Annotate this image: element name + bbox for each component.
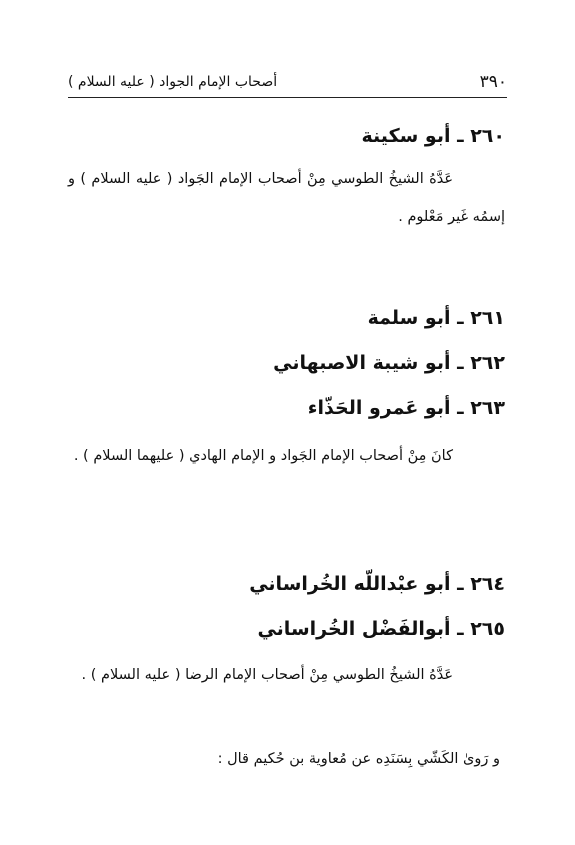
page-number: ٣٩٠	[479, 72, 507, 92]
entry-heading-262: ٢٦٢ ـ أبو شيبة الاصبهاني	[273, 352, 505, 374]
entry-heading-265: ٢٦٥ ـ أبوالفَضْل الخُراساني	[257, 618, 505, 640]
page-header	[68, 68, 507, 98]
entry-text-263: كانَ مِنْ أصحاب الإمام الجَواد و الإمام الهادي ( عليهما السلام ) .	[73, 448, 453, 464]
entry-text-265: عَدَّهُ الشيخُ الطوسي مِنْ أصحاب الإمام الرضا ( عليه السلام ) .	[81, 667, 453, 683]
closing-line: و رَوىٰ الكَشّي بِسَنَدِه عن مُعاوية بن حُكيم قال :	[217, 751, 500, 767]
entry-heading-264: ٢٦٤ ـ أبو عبْداللّه الخُراساني	[249, 573, 505, 595]
entry-text-260: عَدَّهُ الشيخُ الطوسي مِنْ أصحاب الإمام الجَواد ( عليه السلام ) و إسمُه غَير مَعْلوم .	[68, 171, 505, 225]
entry-heading-263: ٢٦٣ ـ أبو عَمرو الحَذّاء	[307, 397, 505, 419]
entry-heading-261: ٢٦١ ـ أبو سلمة	[367, 307, 505, 329]
running-title: أصحاب الإمام الجواد ( عليه السلام )	[68, 74, 278, 90]
entry-heading-260: ٢٦٠ ـ أبو سكينة	[361, 125, 505, 147]
header-rule	[68, 97, 507, 98]
